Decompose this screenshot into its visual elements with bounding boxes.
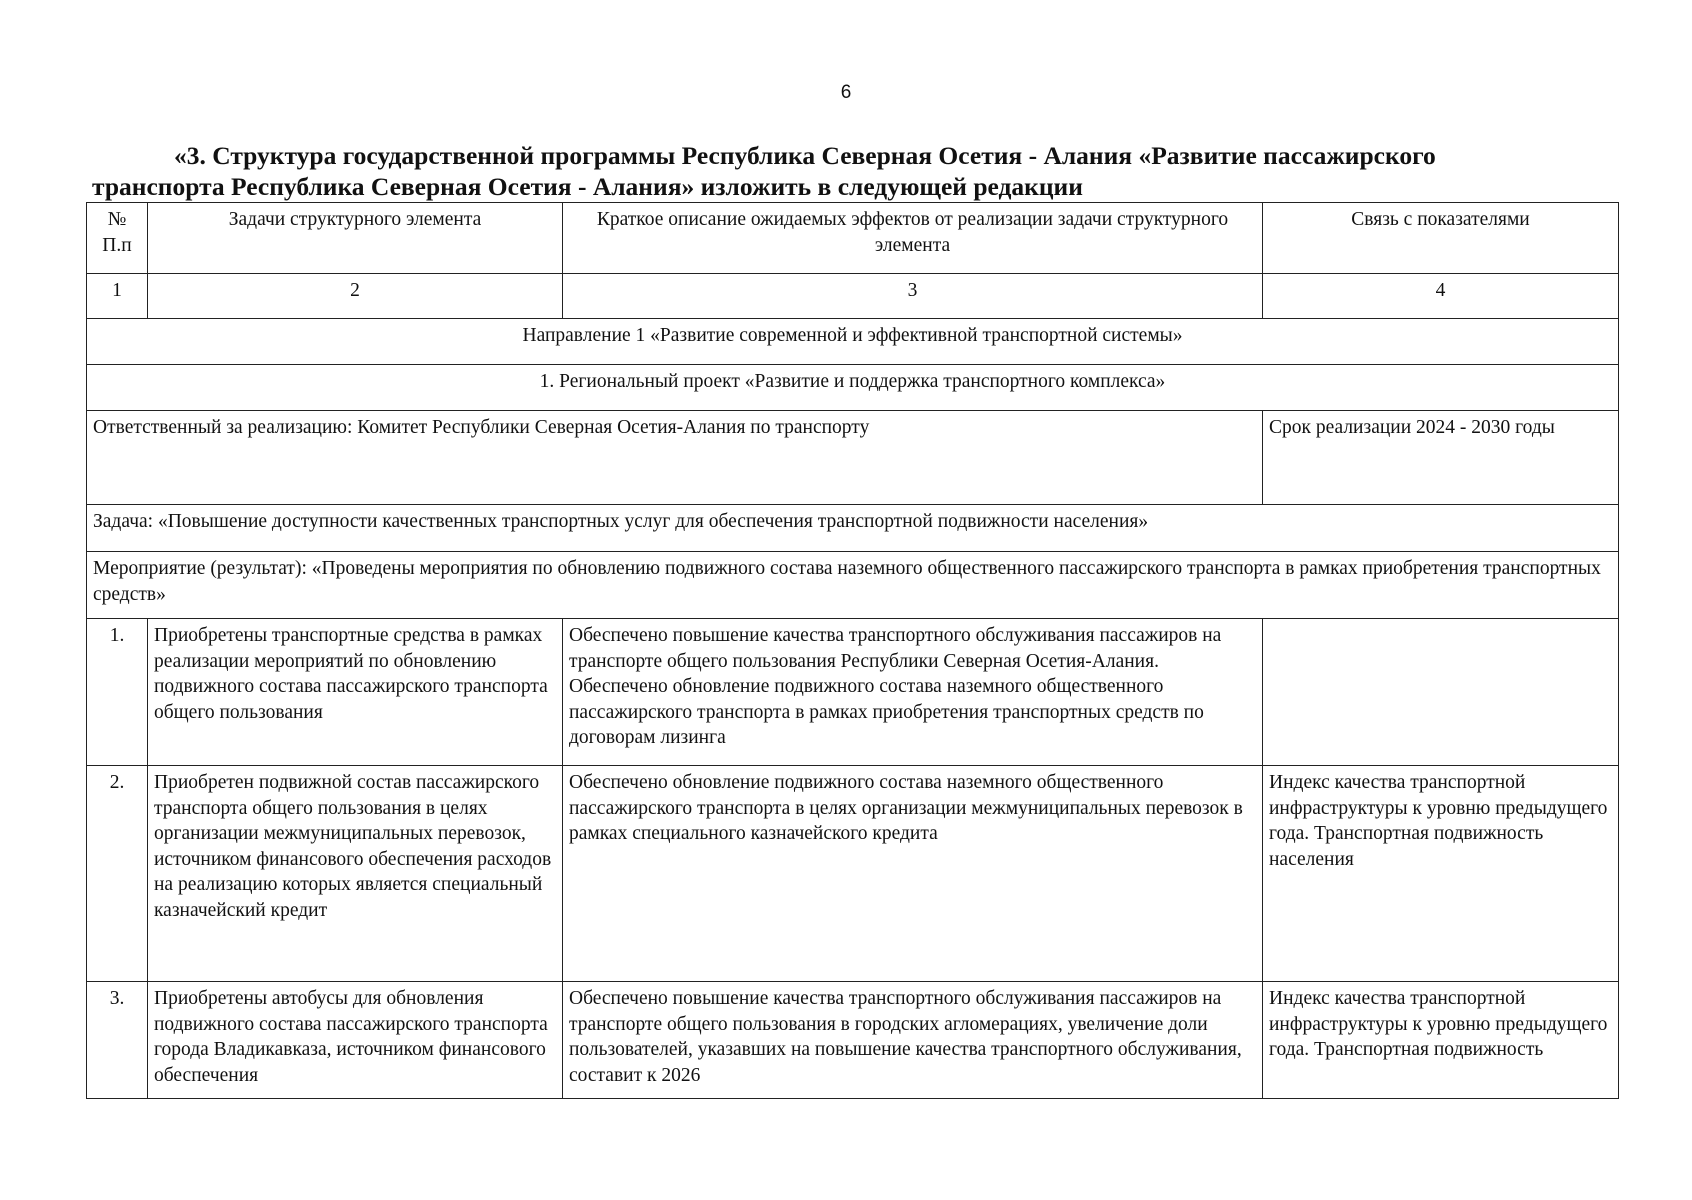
- row-number: 1.: [87, 619, 148, 766]
- row-number: 3.: [87, 982, 148, 1099]
- row-indicators: [1263, 619, 1619, 766]
- document-title: [92, 140, 1617, 202]
- column-number: 3: [563, 274, 1263, 319]
- direction-row: [87, 319, 1619, 365]
- term-cell: Срок реализации 2024 - 2030 годы: [1263, 411, 1619, 505]
- column-number: 4: [1263, 274, 1619, 319]
- row-task: Приобретены автобусы для обновления подвижного состава пассажирского транспорта города Владикавказа, источником финансового обеспечения: [148, 982, 563, 1099]
- title-line-1: «3. Структура государственной программы Республика Северная Осетия - Алания «Развитие пассажирского: [174, 141, 1436, 170]
- header-row: [87, 203, 1619, 274]
- row-indicators: Индекс качества транспортной инфраструктуры к уровню предыдущего года. Транспортная подвижность населения: [1263, 766, 1619, 982]
- program-structure-table: [86, 202, 1619, 1099]
- responsible-cell: Ответственный за реализацию: Комитет Республики Северная Осетия-Алания по транспорту: [87, 411, 1263, 505]
- header-tasks: Задачи структурного элемента: [148, 203, 563, 274]
- column-number: 1: [87, 274, 148, 319]
- row-effect: Обеспечено обновление подвижного состава наземного общественного пассажирского транспорта в целях организации межмуниципальных перевозок в рамках специального казначейского кредита: [563, 766, 1263, 982]
- task-row: [87, 505, 1619, 552]
- header-effects: Краткое описание ожидаемых эффектов от реализации задачи структурного элемента: [563, 203, 1263, 274]
- header-indicators: Связь с показателями: [1263, 203, 1619, 274]
- task-cell: Задача: «Повышение доступности качественных транспортных услуг для обеспечения транспортной подвижности населения»: [87, 505, 1619, 552]
- row-task: Приобретены транспортные средства в рамках реализации мероприятий по обновлению подвижного состава пассажирского транспорта общего пользования: [148, 619, 563, 766]
- header-number: № П.п: [87, 203, 148, 274]
- row-effect: Обеспечено повышение качества транспортного обслуживания пассажиров на транспорте общего пользования в городских агломерациях, увеличение доли пользователей, указавших на повышение качества транспортного обслуживания, составит к 2026: [563, 982, 1263, 1099]
- responsible-row: [87, 411, 1619, 505]
- project-cell: 1. Региональный проект «Развитие и поддержка транспортного комплекса»: [87, 365, 1619, 411]
- title-line-2: транспорта Республика Северная Осетия - Алания» изложить в следующей редакции: [92, 172, 1083, 201]
- event-row: [87, 552, 1619, 619]
- table-row: [87, 619, 1619, 766]
- row-number: 2.: [87, 766, 148, 982]
- table-row: [87, 766, 1619, 982]
- column-number-row: [87, 274, 1619, 319]
- event-cell: Мероприятие (результат): «Проведены мероприятия по обновлению подвижного состава наземного общественного пассажирского транспорта в рамках приобретения транспортных средств»: [87, 552, 1619, 619]
- table-row: [87, 982, 1619, 1099]
- project-row: [87, 365, 1619, 411]
- row-effect: Обеспечено повышение качества транспортного обслуживания пассажиров на транспорте общего пользования Республики Северная Осетия-Алания. Обеспечено обновление подвижного состава наземного общественного пассажирского транспорта в рамках приобретения транспортных средств по договорам лизинга: [563, 619, 1263, 766]
- page-number: 6: [840, 82, 852, 103]
- row-indicators: Индекс качества транспортной инфраструктуры к уровню предыдущего года. Транспортная подвижность: [1263, 982, 1619, 1099]
- direction-cell: Направление 1 «Развитие современной и эффективной транспортной системы»: [87, 319, 1619, 365]
- column-number: 2: [148, 274, 563, 319]
- row-task: Приобретен подвижной состав пассажирского транспорта общего пользования в целях организации межмуниципальных перевозок, источником финансового обеспечения расходов на реализацию которых является специальный казначейский кредит: [148, 766, 563, 982]
